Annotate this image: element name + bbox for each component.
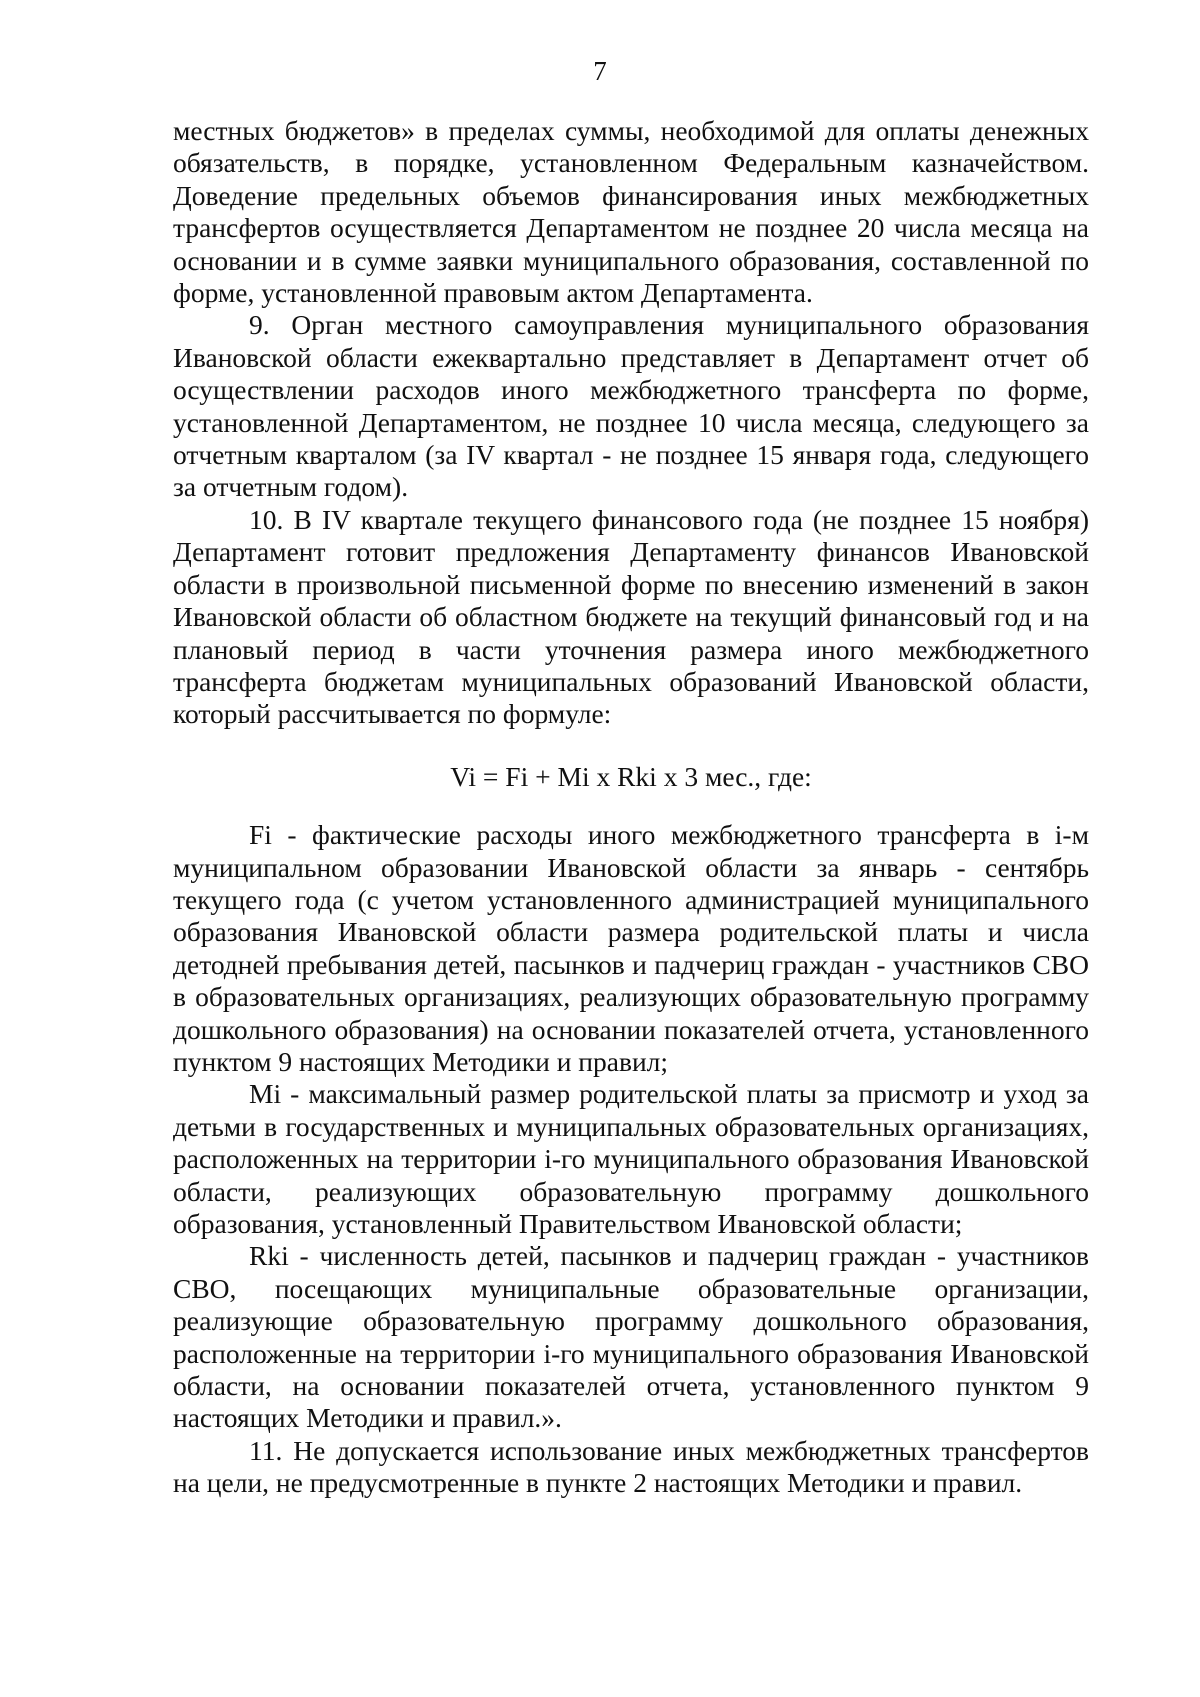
- definition-mi: Mi - максимальный размер родительской платы за присмотр и уход за детьми в государственных и муниципальных образовательных организациях, расположенных на территории i-го муниципального образования Ивановской области, реализующих образовательную программу дошкольного образования, установленный Правительством Ивановской области;: [173, 1078, 1089, 1239]
- document-body: [173, 115, 1089, 1500]
- page-number: 7: [593, 56, 607, 86]
- definition-fi: Fi - фактические расходы иного межбюджетного трансферта в i-м муниципальном образовании Ивановской области за январь - сентябрь текущего года (с учетом установленного администрацией муниципального образования Ивановской области размера родительской платы и числа детодней пребывания детей, пасынков и падчериц граждан - участников СВО в образовательных организациях, реализующих образовательную программу дошкольного образования) на основании показателей отчета, установленного пунктом 9 настоящих Методики и правил;: [173, 819, 1089, 1077]
- paragraph-11: 11. Не допускается использование иных межбюджетных трансфертов на цели, не предусмотренные в пункте 2 настоящих Методики и правил.: [173, 1434, 1089, 1499]
- definition-rki: Rki - численность детей, пасынков и падчериц граждан - участников СВО, посещающих муниципальные образовательные организации, реализующие образовательную программу дошкольного образования, расположенные на территории i-го муниципального образования Ивановской области, на основании показателей отчета, установленного пунктом 9 настоящих Методики и правил.».: [173, 1240, 1089, 1434]
- formula: Vi = Fi + Mi x Rki x 3 мес., где:: [450, 760, 812, 792]
- paragraph-9: 9. Орган местного самоуправления муниципального образования Ивановской области ежеквартально представляет в Департамент отчет об осуществлении расходов иного межбюджетного трансферта по форме, установленной Департаментом, не позднее 10 числа месяца, следующего за отчетным кварталом (за IV квартал - не позднее 15 января года, следующего за отчетным годом).: [173, 309, 1089, 503]
- paragraph-10: 10. В IV квартале текущего финансового года (не позднее 15 ноября) Департамент готовит предложения Департаменту финансов Ивановской области в произвольной письменной форме по внесению изменений в закон Ивановской области об областном бюджете на текущий финансовый год и на плановый период в части уточнения размера иного межбюджетного трансферта бюджетам муниципальных образований Ивановской области, который рассчитывается по формуле:: [173, 503, 1089, 730]
- paragraph-8-continuation: местных бюджетов» в пределах суммы, необходимой для оплаты денежных обязательств, в порядке, установленном Федеральным казначейством. Доведение предельных объемов финансирования иных межбюджетных трансфертов осуществляется Департаментом не позднее 20 числа месяца на основании и в сумме заявки муниципального образования, составленной по форме, установленной правовым актом Департамента.: [173, 115, 1089, 309]
